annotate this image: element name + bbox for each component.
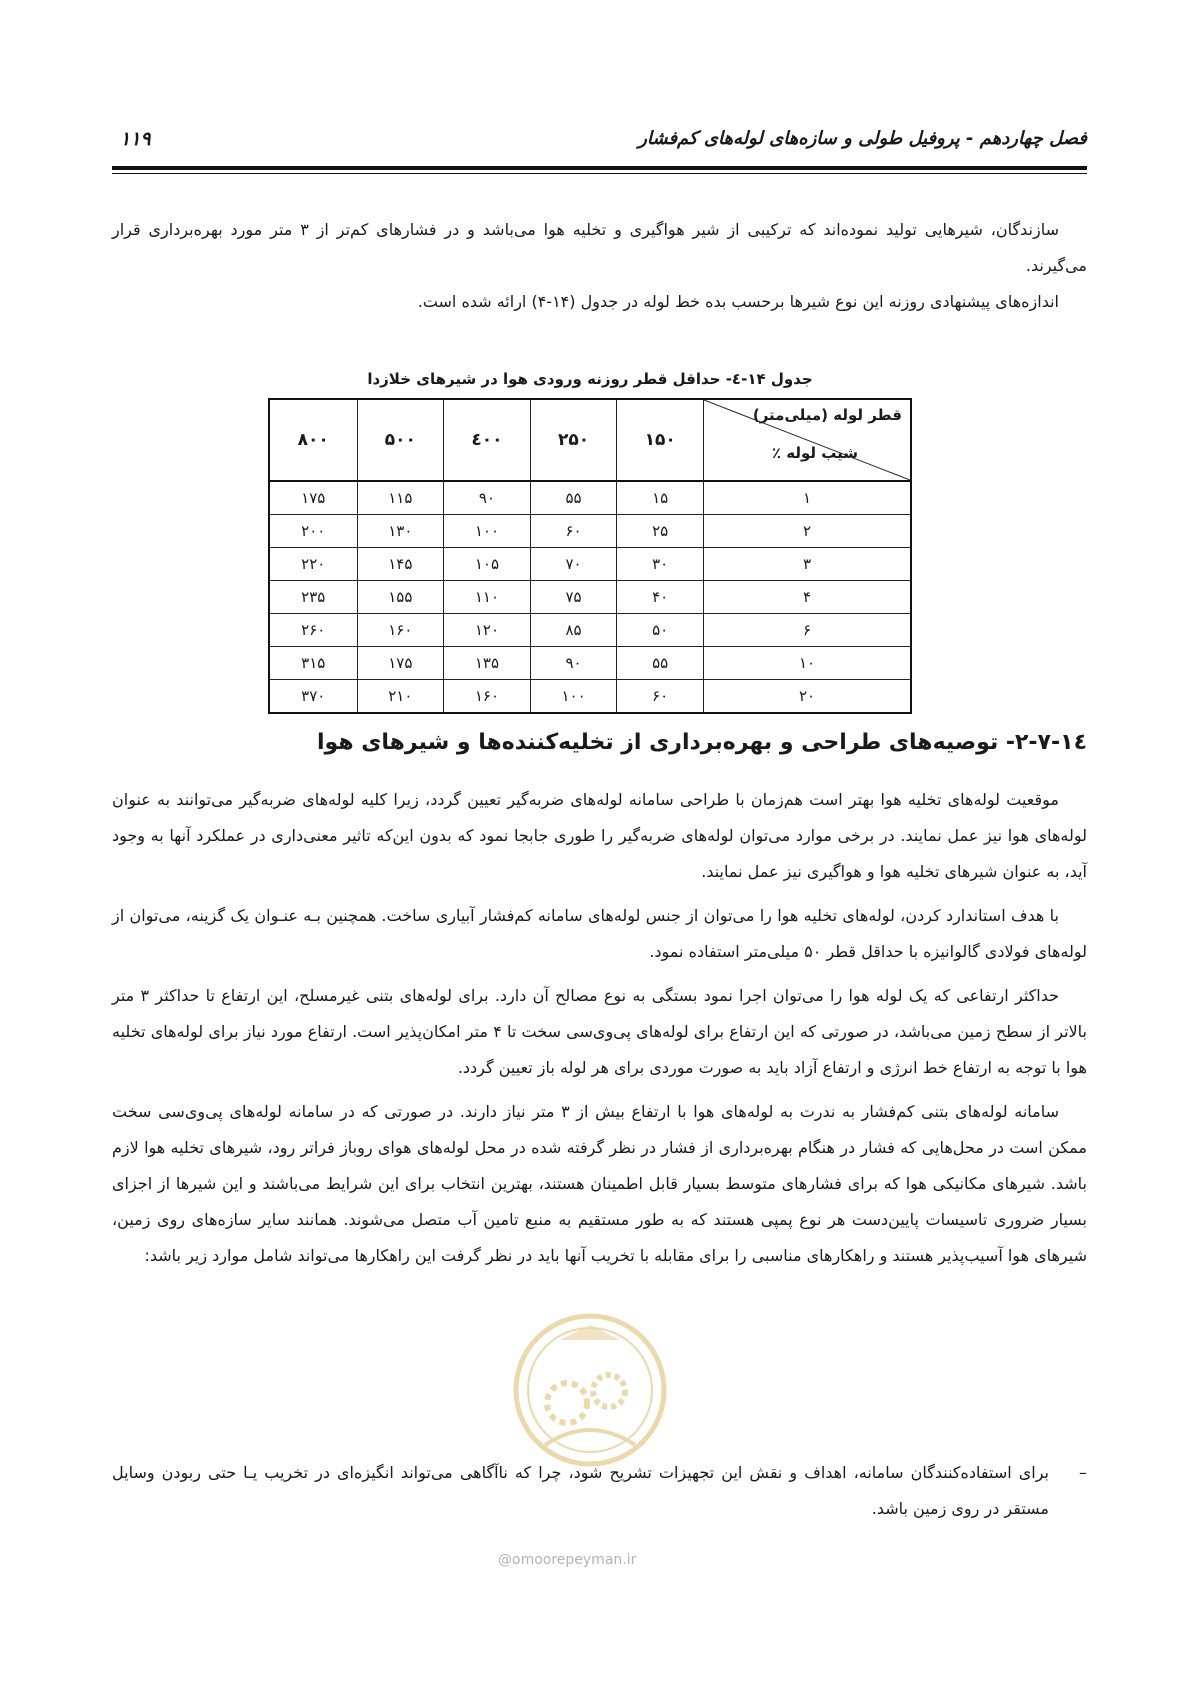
value-cell: ۵۰ [617,614,704,647]
value-cell: ۶۰ [617,680,704,714]
column-header: ٤۰۰ [444,399,531,481]
value-cell: ۴۰ [617,581,704,614]
value-cell: ۹۰ [444,481,531,515]
diagonal-header-cell [704,399,912,481]
value-cell: ۳۷۰ [269,680,357,714]
body-paragraph: با هدف استاندارد کردن، لوله‌های تخلیه هوا را می‌توان از جنس لوله‌های سامانه کم‌فشار آبیاری ساخت. همچنین بـه عنـوان یک گزینه، می‌توان از لوله‌های فولادی گالوانیزه با حداقل قطر ۵۰ میلی‌متر استفاده نمود. [112,906,1087,961]
value-cell: ۱۱۰ [444,581,531,614]
bullet-dash: – [1079,1463,1087,1482]
intro-paragraph-1: سازندگان، شیرهایی تولید نموده‌اند که ترکیبی از شیر هواگیری و تخلیه هوا می‌باشد و در فشارهای کم‌تر از ۳ متر مورد بهره‌برداری قرار می‌گیرند. [112,220,1087,275]
table-row [269,614,911,647]
value-cell: ۲۲۰ [269,548,357,581]
body-paragraph: موقعیت لوله‌های تخلیه هوا بهتر است هم‌زمان با طراحی سامانه لوله‌های ضربه‌گیر تعیین گردد، زیرا کلیه لوله‌های ضربه‌گیر می‌توانند به عنوان لوله‌های هوا نیز عمل نمایند. در برخی موارد می‌توان لوله‌های ضربه‌گیر را طوری جابجا نمود که بدون این‌که تاثیر معنی‌داری در عملکرد آنها به وجود آید، به عنوان شیرهای تخلیه هوا و هواگیری نیز عمل نمایند. [112,790,1087,881]
value-cell: ۱۵ [617,481,704,515]
value-cell: ۱۰۵ [444,548,531,581]
value-cell: ۳۰ [617,548,704,581]
table-row [269,481,911,515]
value-cell: ۲۰۰ [269,515,357,548]
pipe-diameter-label: قطر لوله (میلی‌متر) [752,406,902,424]
column-header: ۲۵۰ [530,399,617,481]
value-cell: ۷۰ [530,548,617,581]
body-paragraph: سامانه لوله‌های بتنی کم‌فشار به ندرت به لوله‌های هوا با ارتفاع بیش از ۳ متر نیاز دارند. در صورتی که در سامانه لوله‌های پی‌وی‌سی سخت ممکن است در محل‌هایی که فشار در هنگام بهره‌برداری از فشار در نظر گرفته شده در محل لوله‌های هوای روباز فراتر رود، شیرهای تخلیه هوا لازم باشد. شیرهای مکانیکی هوا که برای فشارهای متوسط بسیار قابل اطمینان هستند، بهترین انتخاب برای این شرایط می‌باشند و این شیرها از اجزای بسیار ضروری تاسیسات پایین‌دست هر نوع پمپی هستند که به طور مستقیم به منبع تامین آب متصل می‌شوند. همانند سایر سازه‌های روی زمین، شیرهای هوا آسیب‌پذیر هستند و راهکارهای مناسبی را برای مقابله با تخریب آنها باید در نظر گرفت این راهکارها می‌تواند شامل موارد زیر باشد: [112,1102,1087,1265]
value-cell: ۱۱۵ [357,481,444,515]
value-cell: ۲۱۰ [357,680,444,714]
table-row [269,680,911,714]
value-cell: ۱۶۰ [357,614,444,647]
slope-cell: ۶ [704,614,912,647]
slope-cell: ۱ [704,481,912,515]
table-row [269,548,911,581]
table-header-row [269,399,911,481]
value-cell: ۲۵ [617,515,704,548]
slope-cell: ۴ [704,581,912,614]
value-cell: ۱۰۰ [444,515,531,548]
value-cell: ۲۳۵ [269,581,357,614]
value-cell: ۱۵۵ [357,581,444,614]
watermark-logo [505,1295,675,1495]
column-header: ۵۰۰ [357,399,444,481]
pipe-slope-label: شیب لوله ٪ [771,444,858,462]
slope-cell: ۱۰ [704,647,912,680]
orifice-diameter-table [268,398,912,714]
value-cell: ۳۱۵ [269,647,357,680]
value-cell: ۶۰ [530,515,617,548]
header-rule-thin [112,173,1087,174]
value-cell: ۱۳۰ [357,515,444,548]
column-header: ۸۰۰ [269,399,357,481]
column-header: ۱۵۰ [617,399,704,481]
value-cell: ۷۵ [530,581,617,614]
value-cell: ۱۷۵ [357,647,444,680]
slope-cell: ۲ [704,515,912,548]
value-cell: ۱۷۵ [269,481,357,515]
table-row [269,647,911,680]
slope-cell: ۳ [704,548,912,581]
page-number: ۱۱۹ [120,128,151,150]
bullet-text: برای استفاده‌کنندگان سامانه، اهداف و نقش این تجهیزات تشریح شود، چرا که ناآگاهی می‌تواند انگیزه‌ای در تخریب یـا حتی ربودن وسایل مستقر در روی زمین باشد. [112,1463,1049,1518]
slope-cell: ۲۰ [704,680,912,714]
section-heading: ۱٤-۲-۷- توصیه‌های طراحی و بهره‌برداری از تخلیه‌کننده‌ها و شیرهای هوا [316,730,1087,755]
value-cell: ۵۵ [530,481,617,515]
value-cell: ۵۵ [617,647,704,680]
value-cell: ۲۶۰ [269,614,357,647]
watermark-text: @omoorepeyman.ir [498,1552,637,1568]
page-header [112,128,1087,168]
value-cell: ۱۴۵ [357,548,444,581]
value-cell: ۱۶۰ [444,680,531,714]
table-caption: جدول ۱۴-٤- حداقل قطر روزنه ورودی هوا در شیرهای خلازدا [367,370,813,388]
table-row [269,515,911,548]
value-cell: ۸۵ [530,614,617,647]
intro-paragraph-2: اندازه‌های پیشنهادی روزنه این نوع شیرها برحسب بده خط لوله در جدول (۱۴-۴) ارائه شده است. [417,292,1059,311]
section-body [112,782,1087,1274]
table-row [269,581,911,614]
header-rule-thick [112,166,1087,170]
chapter-title: فصل چهاردهم - پروفیل طولی و سازه‌های لوله‌های کم‌فشار [638,128,1087,149]
value-cell: ۱۰۰ [530,680,617,714]
value-cell: ۱۲۰ [444,614,531,647]
body-paragraph: حداکثر ارتفاعی که یک لوله هوا را می‌توان اجرا نمود بستگی به نوع مصالح آن دارد. برای لوله‌های بتنی غیرمسلح، این ارتفاع تا حداکثر ۳ متر بالاتر از سطح زمین می‌باشد، در صورتی که این ارتفاع برای لوله‌های پی‌وی‌سی سخت تا ۴ متر امکان‌پذیر است. ارتفاع مورد نیاز برای لوله‌های تخلیه هوا با توجه به ارتفاع خط انرژی و ارتفاع آزاد باید به صورت موردی برای هر لوله باز تعیین گردد. [112,986,1087,1077]
value-cell: ۱۳۵ [444,647,531,680]
intro-text [112,212,1087,320]
value-cell: ۹۰ [530,647,617,680]
